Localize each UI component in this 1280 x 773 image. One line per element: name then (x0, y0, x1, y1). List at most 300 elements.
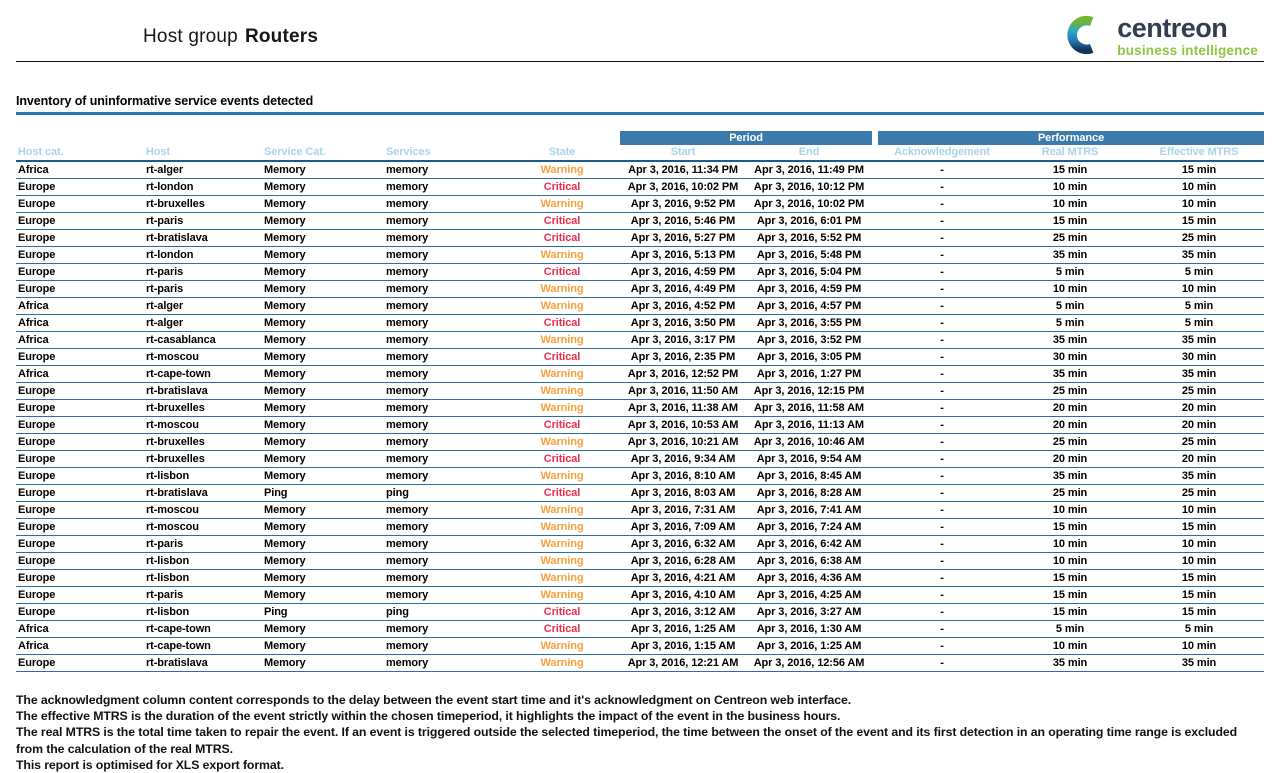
cell-acknowledgement: - (878, 502, 1006, 519)
cell-host: rt-alger (144, 298, 262, 315)
col-header-acknowledgement: Acknowledgement (878, 145, 1006, 161)
cell-start: Apr 3, 2016, 9:34 AM (620, 451, 746, 468)
cell-effective-mtrs: 15 min (1134, 604, 1264, 621)
cell-real-mtrs: 10 min (1006, 179, 1134, 196)
cell-service-cat: Memory (262, 298, 384, 315)
table-row (16, 400, 1264, 417)
cell-acknowledgement: - (878, 264, 1006, 281)
cell-effective-mtrs: 25 min (1134, 383, 1264, 400)
cell-host-cat: Europe (16, 213, 144, 230)
cell-real-mtrs: 25 min (1006, 383, 1134, 400)
table-row (16, 502, 1264, 519)
cell-end: Apr 3, 2016, 4:59 PM (746, 281, 872, 298)
cell-acknowledgement: - (878, 519, 1006, 536)
cell-effective-mtrs: 35 min (1134, 655, 1264, 672)
cell-effective-mtrs: 30 min (1134, 349, 1264, 366)
centreon-logo-text (1117, 12, 1258, 58)
cell-end: Apr 3, 2016, 3:55 PM (746, 315, 872, 332)
cell-real-mtrs: 5 min (1006, 315, 1134, 332)
cell-real-mtrs: 10 min (1006, 638, 1134, 655)
cell-effective-mtrs: 20 min (1134, 400, 1264, 417)
cell-host: rt-paris (144, 536, 262, 553)
cell-start: Apr 3, 2016, 11:50 AM (620, 383, 746, 400)
cell-real-mtrs: 20 min (1006, 417, 1134, 434)
cell-effective-mtrs: 35 min (1134, 366, 1264, 383)
cell-real-mtrs: 35 min (1006, 468, 1134, 485)
col-header-start: Start (620, 145, 746, 161)
cell-real-mtrs: 10 min (1006, 536, 1134, 553)
cell-host-cat: Europe (16, 570, 144, 587)
cell-host: rt-bratislava (144, 230, 262, 247)
cell-state: Warning (504, 638, 620, 655)
cell-acknowledgement: - (878, 451, 1006, 468)
cell-end: Apr 3, 2016, 5:04 PM (746, 264, 872, 281)
events-table-body (16, 161, 1264, 672)
cell-service-cat: Memory (262, 366, 384, 383)
cell-end: Apr 3, 2016, 7:41 AM (746, 502, 872, 519)
cell-real-mtrs: 25 min (1006, 485, 1134, 502)
cell-end: Apr 3, 2016, 8:28 AM (746, 485, 872, 502)
logo-name: centreon (1117, 13, 1228, 43)
cell-services: memory (384, 213, 504, 230)
cell-host: rt-bruxelles (144, 400, 262, 417)
cell-service-cat: Memory (262, 213, 384, 230)
cell-services: memory (384, 434, 504, 451)
cell-host: rt-london (144, 247, 262, 264)
cell-services: memory (384, 502, 504, 519)
cell-services: memory (384, 247, 504, 264)
cell-effective-mtrs: 20 min (1134, 417, 1264, 434)
cell-host-cat: Europe (16, 434, 144, 451)
cell-start: Apr 3, 2016, 3:17 PM (620, 332, 746, 349)
cell-start: Apr 3, 2016, 11:38 AM (620, 400, 746, 417)
cell-state: Warning (504, 570, 620, 587)
cell-acknowledgement: - (878, 298, 1006, 315)
cell-host-cat: Europe (16, 604, 144, 621)
cell-host-cat: Europe (16, 230, 144, 247)
cell-state: Critical (504, 315, 620, 332)
cell-start: Apr 3, 2016, 5:46 PM (620, 213, 746, 230)
cell-effective-mtrs: 15 min (1134, 519, 1264, 536)
cell-state: Critical (504, 417, 620, 434)
cell-host: rt-moscou (144, 502, 262, 519)
cell-start: Apr 3, 2016, 6:28 AM (620, 553, 746, 570)
page-title (143, 26, 318, 48)
cell-acknowledgement: - (878, 587, 1006, 604)
cell-service-cat: Memory (262, 247, 384, 264)
cell-real-mtrs: 5 min (1006, 298, 1134, 315)
table-row (16, 213, 1264, 230)
cell-start: Apr 3, 2016, 3:50 PM (620, 315, 746, 332)
cell-services: memory (384, 570, 504, 587)
cell-effective-mtrs: 25 min (1134, 434, 1264, 451)
cell-services: memory (384, 536, 504, 553)
table-row (16, 349, 1264, 366)
cell-state: Critical (504, 485, 620, 502)
cell-host-cat: Europe (16, 587, 144, 604)
cell-host: rt-casablanca (144, 332, 262, 349)
cell-real-mtrs: 20 min (1006, 400, 1134, 417)
cell-end: Apr 3, 2016, 10:02 PM (746, 196, 872, 213)
note-xls-export: This report is optimised for XLS export format. (16, 757, 284, 772)
cell-host-cat: Europe (16, 349, 144, 366)
cell-host: rt-lisbon (144, 468, 262, 485)
cell-end: Apr 3, 2016, 3:05 PM (746, 349, 872, 366)
table-row (16, 553, 1264, 570)
cell-acknowledgement: - (878, 281, 1006, 298)
cell-acknowledgement: - (878, 655, 1006, 672)
logo-subtitle: business intelligence (1117, 43, 1258, 58)
cell-service-cat: Memory (262, 519, 384, 536)
cell-host: rt-bruxelles (144, 196, 262, 213)
section-heading: Inventory of uninformative service events detected (16, 94, 1264, 115)
centreon-logo (1062, 12, 1258, 58)
cell-host-cat: Europe (16, 519, 144, 536)
cell-state: Warning (504, 383, 620, 400)
cell-host-cat: Europe (16, 468, 144, 485)
cell-end: Apr 3, 2016, 9:54 AM (746, 451, 872, 468)
cell-effective-mtrs: 20 min (1134, 451, 1264, 468)
table-row (16, 230, 1264, 247)
cell-real-mtrs: 5 min (1006, 621, 1134, 638)
cell-service-cat: Memory (262, 179, 384, 196)
cell-start: Apr 3, 2016, 10:02 PM (620, 179, 746, 196)
cell-services: memory (384, 349, 504, 366)
cell-effective-mtrs: 10 min (1134, 536, 1264, 553)
cell-end: Apr 3, 2016, 1:27 PM (746, 366, 872, 383)
title-hostgroup-name: Routers (244, 26, 319, 47)
cell-host-cat: Europe (16, 553, 144, 570)
cell-services: memory (384, 638, 504, 655)
cell-acknowledgement: - (878, 196, 1006, 213)
cell-services: memory (384, 655, 504, 672)
cell-end: Apr 3, 2016, 12:15 PM (746, 383, 872, 400)
table-row (16, 536, 1264, 553)
table-row (16, 570, 1264, 587)
cell-host: rt-bratislava (144, 485, 262, 502)
cell-services: memory (384, 383, 504, 400)
col-header-effective-mtrs: Effective MTRS (1134, 145, 1264, 161)
cell-host-cat: Europe (16, 451, 144, 468)
col-header-end: End (746, 145, 872, 161)
cell-start: Apr 3, 2016, 4:10 AM (620, 587, 746, 604)
cell-start: Apr 3, 2016, 4:59 PM (620, 264, 746, 281)
cell-start: Apr 3, 2016, 7:31 AM (620, 502, 746, 519)
table-row (16, 519, 1264, 536)
cell-end: Apr 3, 2016, 6:42 AM (746, 536, 872, 553)
cell-real-mtrs: 15 min (1006, 161, 1134, 179)
cell-service-cat: Memory (262, 161, 384, 179)
cell-host-cat: Africa (16, 621, 144, 638)
cell-acknowledgement: - (878, 179, 1006, 196)
cell-start: Apr 3, 2016, 9:52 PM (620, 196, 746, 213)
cell-host-cat: Africa (16, 161, 144, 179)
note-real-mtrs: The real MTRS is the total time taken to repair the event. If an event is triggered outside the selected timeperiod, the time between the onset of the event and its first detection in an operating time range is excluded from the calculation of the real MTRS. (16, 725, 1238, 756)
cell-start: Apr 3, 2016, 8:03 AM (620, 485, 746, 502)
cell-effective-mtrs: 5 min (1134, 298, 1264, 315)
cell-real-mtrs: 15 min (1006, 213, 1134, 230)
cell-host: rt-moscou (144, 349, 262, 366)
cell-service-cat: Memory (262, 264, 384, 281)
table-row (16, 281, 1264, 298)
report-header (16, 0, 1264, 62)
table-row (16, 315, 1264, 332)
cell-services: memory (384, 451, 504, 468)
cell-services: memory (384, 621, 504, 638)
cell-service-cat: Memory (262, 570, 384, 587)
cell-effective-mtrs: 5 min (1134, 264, 1264, 281)
cell-acknowledgement: - (878, 604, 1006, 621)
cell-state: Critical (504, 604, 620, 621)
cell-effective-mtrs: 10 min (1134, 281, 1264, 298)
cell-state: Warning (504, 161, 620, 179)
cell-service-cat: Memory (262, 230, 384, 247)
cell-service-cat: Memory (262, 400, 384, 417)
cell-acknowledgement: - (878, 638, 1006, 655)
cell-service-cat: Memory (262, 196, 384, 213)
cell-effective-mtrs: 25 min (1134, 230, 1264, 247)
cell-acknowledgement: - (878, 383, 1006, 400)
cell-host-cat: Europe (16, 502, 144, 519)
cell-end: Apr 3, 2016, 11:13 AM (746, 417, 872, 434)
cell-start: Apr 3, 2016, 2:35 PM (620, 349, 746, 366)
cell-services: memory (384, 161, 504, 179)
cell-services: memory (384, 264, 504, 281)
cell-services: memory (384, 298, 504, 315)
cell-end: Apr 3, 2016, 5:48 PM (746, 247, 872, 264)
cell-real-mtrs: 35 min (1006, 247, 1134, 264)
cell-real-mtrs: 15 min (1006, 519, 1134, 536)
column-header-row (16, 145, 1264, 161)
note-acknowledgment: The acknowledgment column content corresponds to the delay between the event start time and it's acknowledgment on Centreon web interface. (16, 693, 852, 707)
table-row (16, 621, 1264, 638)
cell-host-cat: Europe (16, 655, 144, 672)
cell-service-cat: Memory (262, 536, 384, 553)
table-row (16, 604, 1264, 621)
cell-service-cat: Memory (262, 281, 384, 298)
cell-service-cat: Memory (262, 502, 384, 519)
cell-state: Warning (504, 332, 620, 349)
cell-effective-mtrs: 35 min (1134, 332, 1264, 349)
table-row (16, 179, 1264, 196)
cell-real-mtrs: 5 min (1006, 264, 1134, 281)
cell-service-cat: Ping (262, 604, 384, 621)
cell-end: Apr 3, 2016, 3:27 AM (746, 604, 872, 621)
cell-acknowledgement: - (878, 621, 1006, 638)
cell-state: Warning (504, 553, 620, 570)
cell-real-mtrs: 10 min (1006, 281, 1134, 298)
cell-real-mtrs: 20 min (1006, 451, 1134, 468)
cell-acknowledgement: - (878, 213, 1006, 230)
cell-host-cat: Africa (16, 638, 144, 655)
events-table-head (16, 131, 1264, 161)
cell-start: Apr 3, 2016, 5:13 PM (620, 247, 746, 264)
cell-host-cat: Europe (16, 400, 144, 417)
cell-effective-mtrs: 5 min (1134, 315, 1264, 332)
cell-host-cat: Europe (16, 247, 144, 264)
cell-acknowledgement: - (878, 332, 1006, 349)
cell-host: rt-cape-town (144, 366, 262, 383)
cell-host-cat: Europe (16, 383, 144, 400)
cell-services: memory (384, 196, 504, 213)
cell-host: rt-paris (144, 213, 262, 230)
col-header-host-cat: Host cat. (16, 145, 144, 161)
cell-services: memory (384, 332, 504, 349)
cell-acknowledgement: - (878, 400, 1006, 417)
cell-host: rt-paris (144, 587, 262, 604)
cell-real-mtrs: 25 min (1006, 230, 1134, 247)
cell-host: rt-lisbon (144, 570, 262, 587)
group-header-row (16, 131, 1264, 145)
cell-real-mtrs: 35 min (1006, 332, 1134, 349)
cell-service-cat: Memory (262, 655, 384, 672)
cell-host: rt-alger (144, 315, 262, 332)
cell-host: rt-bruxelles (144, 434, 262, 451)
cell-services: memory (384, 315, 504, 332)
cell-effective-mtrs: 10 min (1134, 638, 1264, 655)
cell-host-cat: Africa (16, 366, 144, 383)
cell-services: memory (384, 230, 504, 247)
cell-state: Critical (504, 264, 620, 281)
note-effective-mtrs: The effective MTRS is the duration of the event strictly within the chosen timeperiod, it highlights the impact of the event in the business hours. (16, 709, 841, 724)
cell-host-cat: Europe (16, 417, 144, 434)
cell-acknowledgement: - (878, 417, 1006, 434)
cell-state: Warning (504, 400, 620, 417)
table-row (16, 247, 1264, 264)
cell-service-cat: Memory (262, 315, 384, 332)
table-row (16, 161, 1264, 179)
report-notes (16, 692, 1264, 773)
cell-services: ping (384, 604, 504, 621)
cell-state: Warning (504, 536, 620, 553)
cell-effective-mtrs: 25 min (1134, 485, 1264, 502)
cell-acknowledgement: - (878, 349, 1006, 366)
cell-start: Apr 3, 2016, 4:52 PM (620, 298, 746, 315)
cell-state: Critical (504, 213, 620, 230)
cell-start: Apr 3, 2016, 4:21 AM (620, 570, 746, 587)
cell-service-cat: Memory (262, 332, 384, 349)
table-row (16, 366, 1264, 383)
cell-effective-mtrs: 15 min (1134, 587, 1264, 604)
cell-host: rt-cape-town (144, 621, 262, 638)
cell-end: Apr 3, 2016, 10:46 AM (746, 434, 872, 451)
cell-start: Apr 3, 2016, 4:49 PM (620, 281, 746, 298)
cell-host-cat: Europe (16, 196, 144, 213)
cell-start: Apr 3, 2016, 8:10 AM (620, 468, 746, 485)
cell-service-cat: Memory (262, 349, 384, 366)
cell-start: Apr 3, 2016, 10:21 AM (620, 434, 746, 451)
performance-group-header: Performance (878, 131, 1264, 145)
table-row (16, 383, 1264, 400)
cell-end: Apr 3, 2016, 5:52 PM (746, 230, 872, 247)
cell-acknowledgement: - (878, 468, 1006, 485)
cell-acknowledgement: - (878, 366, 1006, 383)
cell-services: ping (384, 485, 504, 502)
cell-end: Apr 3, 2016, 6:01 PM (746, 213, 872, 230)
cell-host: rt-paris (144, 281, 262, 298)
cell-state: Warning (504, 298, 620, 315)
cell-start: Apr 3, 2016, 12:21 AM (620, 655, 746, 672)
cell-service-cat: Memory (262, 638, 384, 655)
cell-services: memory (384, 553, 504, 570)
cell-effective-mtrs: 35 min (1134, 247, 1264, 264)
col-header-services: Services (384, 145, 504, 161)
table-row (16, 468, 1264, 485)
cell-real-mtrs: 15 min (1006, 587, 1134, 604)
cell-end: Apr 3, 2016, 4:57 PM (746, 298, 872, 315)
table-row (16, 485, 1264, 502)
centreon-logo-icon (1062, 12, 1108, 58)
cell-start: Apr 3, 2016, 11:34 PM (620, 161, 746, 179)
table-row (16, 434, 1264, 451)
cell-host: rt-paris (144, 264, 262, 281)
cell-effective-mtrs: 10 min (1134, 196, 1264, 213)
cell-real-mtrs: 10 min (1006, 553, 1134, 570)
cell-state: Warning (504, 247, 620, 264)
cell-acknowledgement: - (878, 570, 1006, 587)
cell-real-mtrs: 10 min (1006, 502, 1134, 519)
cell-start: Apr 3, 2016, 7:09 AM (620, 519, 746, 536)
table-row (16, 638, 1264, 655)
cell-service-cat: Memory (262, 383, 384, 400)
cell-state: Warning (504, 281, 620, 298)
col-header-state: State (504, 145, 620, 161)
cell-real-mtrs: 10 min (1006, 196, 1134, 213)
cell-host: rt-bratislava (144, 655, 262, 672)
cell-service-cat: Memory (262, 553, 384, 570)
cell-services: memory (384, 281, 504, 298)
cell-service-cat: Memory (262, 451, 384, 468)
table-row (16, 196, 1264, 213)
cell-start: Apr 3, 2016, 1:15 AM (620, 638, 746, 655)
cell-host-cat: Europe (16, 179, 144, 196)
cell-services: memory (384, 179, 504, 196)
table-row (16, 655, 1264, 672)
table-row (16, 332, 1264, 349)
cell-real-mtrs: 15 min (1006, 604, 1134, 621)
cell-state: Critical (504, 451, 620, 468)
cell-start: Apr 3, 2016, 5:27 PM (620, 230, 746, 247)
cell-state: Warning (504, 468, 620, 485)
cell-acknowledgement: - (878, 536, 1006, 553)
cell-host-cat: Europe (16, 485, 144, 502)
events-table (16, 131, 1264, 672)
cell-real-mtrs: 35 min (1006, 366, 1134, 383)
cell-acknowledgement: - (878, 315, 1006, 332)
cell-host: rt-lisbon (144, 604, 262, 621)
cell-services: memory (384, 587, 504, 604)
cell-end: Apr 3, 2016, 11:58 AM (746, 400, 872, 417)
cell-end: Apr 3, 2016, 1:25 AM (746, 638, 872, 655)
col-header-host: Host (144, 145, 262, 161)
cell-effective-mtrs: 10 min (1134, 179, 1264, 196)
cell-end: Apr 3, 2016, 10:12 PM (746, 179, 872, 196)
cell-acknowledgement: - (878, 434, 1006, 451)
table-row (16, 298, 1264, 315)
cell-state: Warning (504, 366, 620, 383)
cell-host-cat: Africa (16, 315, 144, 332)
cell-state: Warning (504, 196, 620, 213)
cell-real-mtrs: 15 min (1006, 570, 1134, 587)
group-header-spacer (16, 131, 620, 145)
table-row (16, 417, 1264, 434)
table-row (16, 451, 1264, 468)
cell-state: Critical (504, 621, 620, 638)
cell-real-mtrs: 35 min (1006, 655, 1134, 672)
table-row (16, 587, 1264, 604)
cell-host: rt-bruxelles (144, 451, 262, 468)
cell-state: Critical (504, 230, 620, 247)
